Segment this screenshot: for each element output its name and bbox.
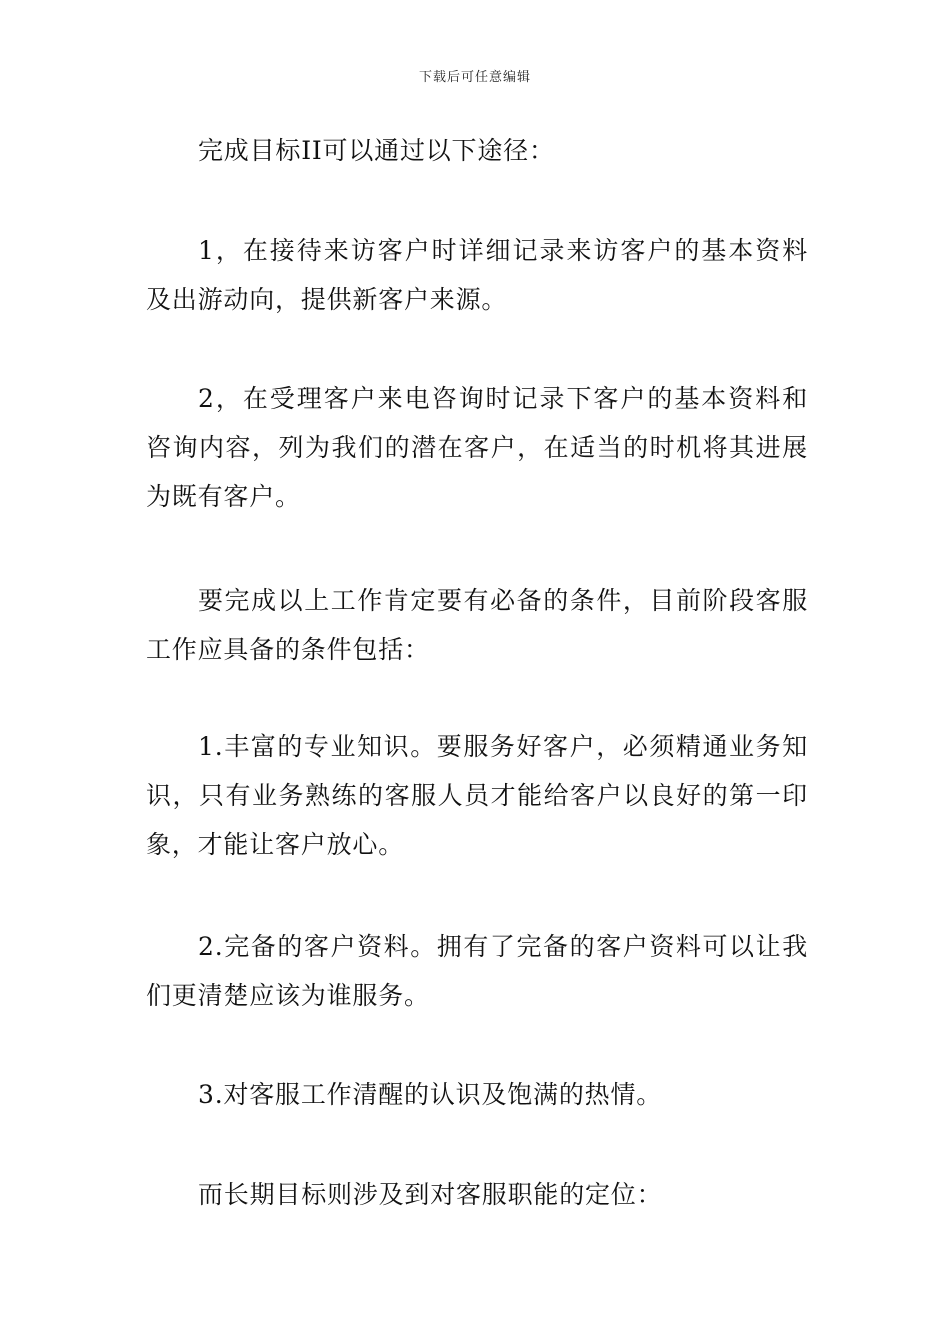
paragraph-long-term-goal: 而长期目标则涉及到对客服职能的定位： [198, 1180, 663, 1209]
paragraph-call-record: 2，在受理客户来电咨询时记录下客户的基本资料和咨询内容，列为我们的潜在客户，在适当的时机将其进展为既有客户。 [146, 384, 808, 511]
paragraph-condition-client-data: 2.完备的客户资料。拥有了完备的客户资料可以让我们更清楚应该为谁服务。 [146, 932, 808, 1010]
paragraph-visit-record: 1，在接待来访客户时详细记录来访客户的基本资料及出游动向，提供新客户来源。 [146, 236, 808, 314]
paragraph-goal-ii-intro: 完成目标II可以通过以下途径： [198, 136, 555, 165]
paragraph-conditions-intro: 要完成以上工作肯定要有必备的条件，目前阶段客服工作应具备的条件包括： [146, 586, 808, 664]
paragraph-condition-knowledge: 1.丰富的专业知识。要服务好客户，必须精通业务知识，只有业务熟练的客服人员才能给客户以良好的第一印象，才能让客户放心。 [146, 732, 808, 859]
header-note: 下载后可任意编辑 [418, 70, 531, 85]
paragraph-condition-enthusiasm: 3.对客服工作清醒的认识及饱满的热情。 [198, 1080, 663, 1109]
